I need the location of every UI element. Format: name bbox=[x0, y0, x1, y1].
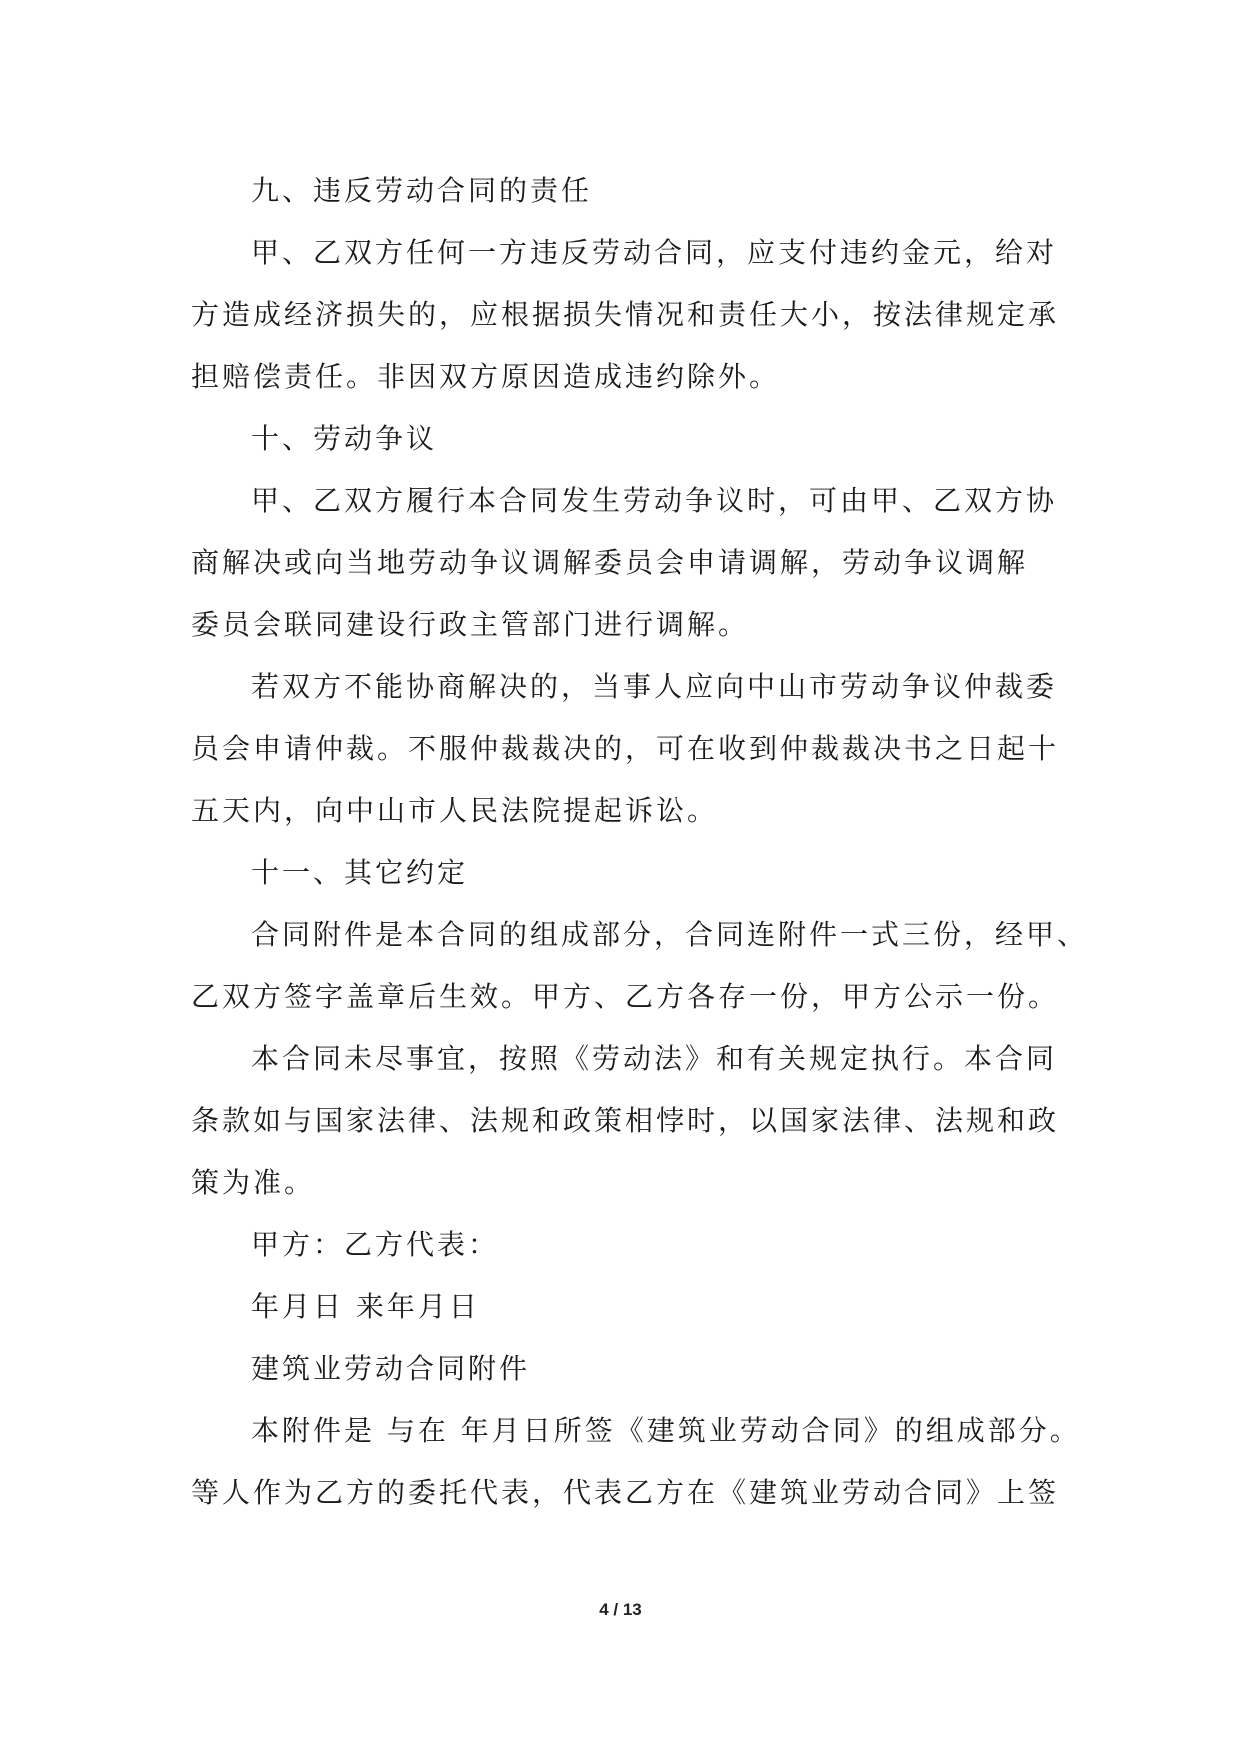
text-line: 建筑业劳动合同附件 bbox=[251, 1352, 531, 1385]
text-line: 甲、乙双方任何一方违反劳动合同，应支付违约金元，给对 bbox=[251, 236, 1058, 269]
text-line: 委员会联同建设行政主管部门进行调解。 bbox=[191, 608, 750, 641]
text-line: 条款如与国家法律、法规和政策相悖时，以国家法律、法规和政 bbox=[191, 1104, 1060, 1137]
text-line: 方造成经济损失的，应根据损失情况和责任大小，按法律规定承 bbox=[191, 298, 1060, 331]
text-line: 若双方不能协商解决的，当事人应向中山市劳动争议仲裁委 bbox=[251, 670, 1058, 703]
text-line: 十、劳动争议 bbox=[251, 422, 438, 455]
page-number: 4 / 13 bbox=[599, 1600, 642, 1619]
text-line: 担赔偿责任。非因双方原因造成违约除外。 bbox=[191, 360, 781, 393]
text-line: 合同附件是本合同的组成部分，合同连附件一式三份，经甲、 bbox=[251, 918, 1089, 951]
text-line: 五天内，向中山市人民法院提起诉讼。 bbox=[191, 794, 719, 827]
text-line: 甲方：乙方代表： bbox=[251, 1228, 500, 1261]
text-line: 本合同未尽事宜，按照《劳动法》和有关规定执行。本合同 bbox=[251, 1042, 1058, 1075]
text-line: 九、违反劳动合同的责任 bbox=[251, 174, 593, 207]
text-line: 十一、其它约定 bbox=[251, 856, 469, 889]
text-line: 商解决或向当地劳动争议调解委员会申请调解，劳动争议调解 bbox=[191, 546, 1029, 579]
text-line: 本附件是 与在 年月日所签《建筑业劳动合同》的组成部分。 bbox=[251, 1414, 1081, 1447]
text-line: 乙双方签字盖章后生效。甲方、乙方各存一份，甲方公示一份。 bbox=[191, 980, 1060, 1013]
text-line: 甲、乙双方履行本合同发生劳动争议时，可由甲、乙双方协 bbox=[251, 484, 1058, 517]
text-line: 员会申请仲裁。不服仲裁裁决的，可在收到仲裁裁决书之日起十 bbox=[191, 732, 1060, 765]
text-line: 年月日 来年月日 bbox=[251, 1290, 480, 1323]
text-line: 等人作为乙方的委托代表，代表乙方在《建筑业劳动合同》上签 bbox=[191, 1476, 1060, 1509]
text-line: 策为准。 bbox=[191, 1166, 316, 1199]
document-body bbox=[191, 160, 1089, 1524]
